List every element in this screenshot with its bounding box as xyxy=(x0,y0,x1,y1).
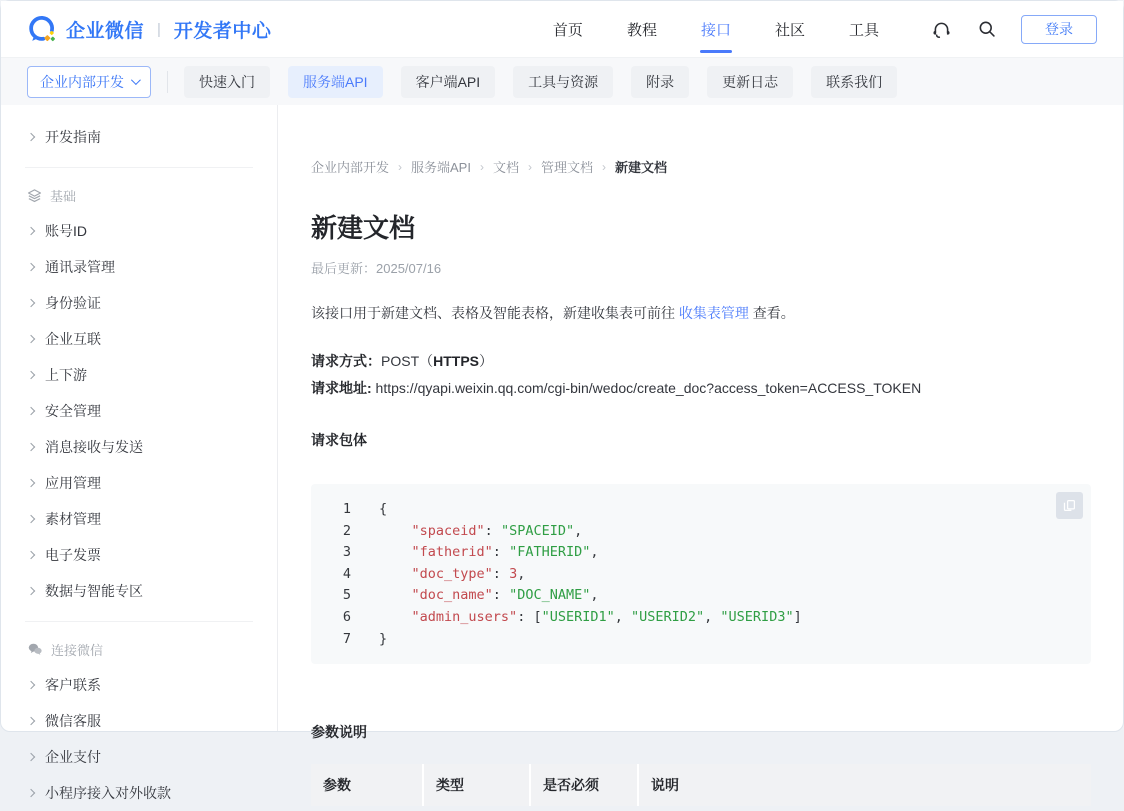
code-line xyxy=(311,499,1091,521)
search-icon[interactable] xyxy=(975,17,999,41)
code-token: "FATHERID" xyxy=(509,544,591,561)
header-actions xyxy=(929,15,1097,44)
sidebar xyxy=(1,105,278,801)
sidebar-item-label: 企业互联 xyxy=(45,331,101,347)
sidebar-item-label: 电子发票 xyxy=(45,547,101,563)
sidebar-item-label: 数据与智能专区 xyxy=(45,583,143,599)
sidebar-item-label: 开发指南 xyxy=(45,129,101,145)
line-number: 5 xyxy=(342,587,351,604)
sidebar-item[interactable] xyxy=(1,501,277,537)
chevron-right-icon xyxy=(27,717,35,725)
chevron-right-icon xyxy=(27,515,35,523)
last-updated-date: 2025/07/16 xyxy=(376,261,442,276)
nav-item[interactable]: 社区 xyxy=(774,21,805,39)
chevron-right-icon xyxy=(27,263,35,271)
sidebar-section-label: 连接微信 xyxy=(51,643,104,658)
request-url-line xyxy=(311,375,1091,402)
code-text xyxy=(379,499,387,521)
line-number: 2 xyxy=(342,522,351,539)
chevron-right-icon xyxy=(27,133,35,141)
sidebar-item[interactable] xyxy=(1,213,277,249)
chevron-down-icon xyxy=(131,75,141,85)
chevron-right-icon xyxy=(27,681,35,689)
line-number: 7 xyxy=(342,630,351,647)
code-line xyxy=(311,542,1091,564)
subnav-tab[interactable]: 服务端API xyxy=(288,66,383,98)
breadcrumb-separator: › xyxy=(479,159,484,174)
sidebar-item[interactable] xyxy=(1,249,277,285)
sidebar-item[interactable] xyxy=(1,537,277,573)
sidebar-section-header xyxy=(1,180,277,213)
breadcrumb-link[interactable]: 文档 xyxy=(492,160,519,175)
code-token: , xyxy=(517,565,526,582)
copy-icon xyxy=(1062,498,1077,513)
nav-item[interactable]: 工具 xyxy=(848,21,879,39)
breadcrumb xyxy=(311,157,1091,176)
sidebar-section-label: 基础 xyxy=(50,189,77,204)
sidebar-item[interactable] xyxy=(1,667,277,703)
last-updated-label: 最后更新： xyxy=(311,261,377,276)
code-token: , xyxy=(614,608,631,625)
code-token xyxy=(379,523,412,539)
code-token: "doc_name" xyxy=(411,587,493,604)
sidebar-item-label: 安全管理 xyxy=(45,403,101,419)
sidebar-item-label: 账号ID xyxy=(45,223,87,239)
subnav xyxy=(1,58,1123,105)
code-token: "spaceid" xyxy=(411,522,485,539)
code-token: : xyxy=(492,544,510,561)
description-text-after: 查看。 xyxy=(748,305,795,321)
code-line xyxy=(311,607,1091,629)
sidebar-item-label: 小程序接入对外收款 xyxy=(45,785,171,801)
code-lines xyxy=(311,499,1091,650)
request-url-label: 请求地址: xyxy=(311,380,372,396)
sidebar-divider xyxy=(25,167,253,168)
code-token: 3 xyxy=(509,565,518,582)
sidebar-item-label: 上下游 xyxy=(45,367,87,383)
layers-icon xyxy=(27,188,42,203)
nav-item[interactable]: 教程 xyxy=(626,21,657,39)
wechat-work-logo-icon xyxy=(27,14,57,44)
code-token: : xyxy=(484,522,501,539)
paren: （ xyxy=(419,353,434,369)
breadcrumb-current: 新建文档 xyxy=(615,160,668,175)
sidebar-item[interactable] xyxy=(1,703,277,739)
code-line xyxy=(311,585,1091,607)
dev-mode-dropdown-label: 企业内部开发 xyxy=(40,73,124,90)
chevron-right-icon xyxy=(27,443,35,451)
code-token xyxy=(379,544,412,560)
sidebar-item-label: 通讯录管理 xyxy=(45,259,115,275)
sidebar-item[interactable] xyxy=(1,429,277,465)
api-description xyxy=(311,303,1091,324)
logo-divider: | xyxy=(157,20,161,38)
chevron-right-icon xyxy=(27,299,35,307)
sidebar-item-label: 客户联系 xyxy=(45,677,101,693)
last-updated xyxy=(311,258,1091,277)
code-text xyxy=(379,521,582,543)
dev-mode-dropdown[interactable] xyxy=(27,66,151,98)
code-block xyxy=(311,484,1091,664)
sidebar-item[interactable] xyxy=(1,119,277,155)
sidebar-item-label: 素材管理 xyxy=(45,511,101,527)
line-number: 1 xyxy=(342,501,351,517)
nav-item[interactable]: 接口 xyxy=(701,1,731,58)
sidebar-item[interactable] xyxy=(1,465,277,501)
subnav-tab[interactable]: 联系我们 xyxy=(811,66,897,98)
code-token: } xyxy=(379,630,388,647)
code-token: "SPACEID" xyxy=(500,522,575,539)
line-number: 6 xyxy=(342,608,351,625)
main-panel xyxy=(278,105,1123,794)
code-line xyxy=(311,629,1091,651)
code-line xyxy=(311,521,1091,543)
code-token: : xyxy=(492,565,510,582)
logo[interactable] xyxy=(27,14,271,44)
line-number: 3 xyxy=(342,544,351,561)
chevron-right-icon xyxy=(27,753,35,761)
chevron-right-icon xyxy=(27,789,35,797)
code-token: , xyxy=(574,522,583,539)
sidebar-section-header xyxy=(1,634,277,667)
chevron-right-icon xyxy=(27,227,35,235)
sidebar-item[interactable] xyxy=(1,285,277,321)
sidebar-item[interactable] xyxy=(1,357,277,393)
code-token xyxy=(379,566,412,582)
code-text xyxy=(379,585,598,607)
code-token: "USERID2" xyxy=(631,608,705,625)
breadcrumb-link[interactable]: 管理文档 xyxy=(541,160,594,175)
subnav-tab[interactable]: 更新日志 xyxy=(707,66,793,98)
params-table-header xyxy=(311,764,1091,806)
page-title: 新建文档 xyxy=(311,213,416,243)
breadcrumb-separator: › xyxy=(398,159,403,174)
code-token: "DOC_NAME" xyxy=(509,587,591,604)
code-text xyxy=(379,629,387,651)
sidebar-item-label: 微信客服 xyxy=(45,713,101,729)
site-name: 开发者中心 xyxy=(173,20,272,42)
code-token: : xyxy=(492,587,510,604)
wechat-icon xyxy=(27,642,43,657)
request-protocol: HTTPS xyxy=(433,353,480,369)
chevron-right-icon xyxy=(27,371,35,379)
params-heading: 参数说明 xyxy=(311,724,367,741)
sidebar-divider xyxy=(25,621,253,622)
sidebar-item[interactable] xyxy=(1,393,277,429)
code-token: , xyxy=(590,587,599,604)
code-line xyxy=(311,564,1091,586)
request-body-heading: 请求包体 xyxy=(311,432,367,448)
code-token: "admin_users" xyxy=(411,608,518,625)
sidebar-item-label: 应用管理 xyxy=(45,475,101,491)
chevron-right-icon xyxy=(27,335,35,343)
line-number: 4 xyxy=(342,565,351,582)
content xyxy=(1,105,1123,801)
table-column-header: 是否必须 xyxy=(531,764,639,806)
nav-item[interactable]: 首页 xyxy=(552,21,583,39)
table-column-header: 类型 xyxy=(424,764,531,806)
breadcrumb-link[interactable]: 服务端API xyxy=(411,160,471,175)
request-info xyxy=(311,348,1091,402)
code-token: { xyxy=(379,501,388,517)
breadcrumb-separator: › xyxy=(602,159,607,174)
subnav-tab[interactable]: 附录 xyxy=(631,66,689,98)
code-token: : [ xyxy=(517,608,542,625)
description-text: 该接口用于新建文档、表格及智能表格，新建收集表可前往 xyxy=(311,305,679,321)
login-button[interactable]: 登录 xyxy=(1021,15,1097,44)
code-token: "doc_type" xyxy=(411,565,493,582)
sidebar-item[interactable] xyxy=(1,739,277,775)
code-token: "USERID3" xyxy=(720,608,794,625)
sidebar-item[interactable] xyxy=(1,775,277,811)
main-nav xyxy=(553,1,879,58)
breadcrumb-separator: › xyxy=(528,159,532,174)
sidebar-item-label: 身份验证 xyxy=(45,295,101,311)
code-text xyxy=(379,607,802,629)
code-text xyxy=(379,542,598,564)
subnav-tabs xyxy=(184,66,897,98)
table-column-header: 参数 xyxy=(311,764,424,806)
chevron-right-icon xyxy=(27,407,35,415)
breadcrumb-link[interactable]: 企业内部开发 xyxy=(311,160,390,175)
code-token: , xyxy=(590,544,599,561)
code-token: "fatherid" xyxy=(411,544,493,561)
request-method: POST xyxy=(381,353,420,369)
request-method-label: 请求方式： xyxy=(311,353,381,369)
paren: ） xyxy=(479,353,494,369)
code-token: ] xyxy=(793,608,802,625)
chevron-right-icon xyxy=(27,551,35,559)
code-token: , xyxy=(704,608,721,625)
sidebar-item-label: 企业支付 xyxy=(45,749,101,765)
code-token xyxy=(379,609,412,625)
subnav-divider xyxy=(167,71,168,93)
table-column-header: 说明 xyxy=(639,764,1091,806)
subnav-tab[interactable]: 快速入门 xyxy=(184,66,270,98)
chevron-right-icon xyxy=(27,479,35,487)
subnav-tab[interactable]: 客户端API xyxy=(401,66,496,98)
code-token: "USERID1" xyxy=(541,608,615,625)
headset-icon[interactable] xyxy=(929,17,953,41)
brand-name: 企业微信 xyxy=(66,20,145,42)
sidebar-item[interactable] xyxy=(1,321,277,357)
chevron-right-icon xyxy=(27,587,35,595)
request-method-line xyxy=(311,348,1091,375)
params-table xyxy=(311,764,1091,806)
code-token xyxy=(379,587,412,603)
copy-code-button[interactable] xyxy=(1056,492,1083,519)
code-text xyxy=(379,564,525,586)
collect-form-link[interactable]: 收集表管理 xyxy=(678,305,749,321)
sidebar-item[interactable] xyxy=(1,573,277,609)
sidebar-item-label: 消息接收与发送 xyxy=(45,439,143,455)
request-url: https://qyapi.weixin.qq.com/cgi-bin/wedoc/create_doc?access_token=ACCESS_TOKEN xyxy=(371,380,922,396)
top-header xyxy=(1,1,1123,58)
subnav-tab[interactable]: 工具与资源 xyxy=(513,66,613,98)
